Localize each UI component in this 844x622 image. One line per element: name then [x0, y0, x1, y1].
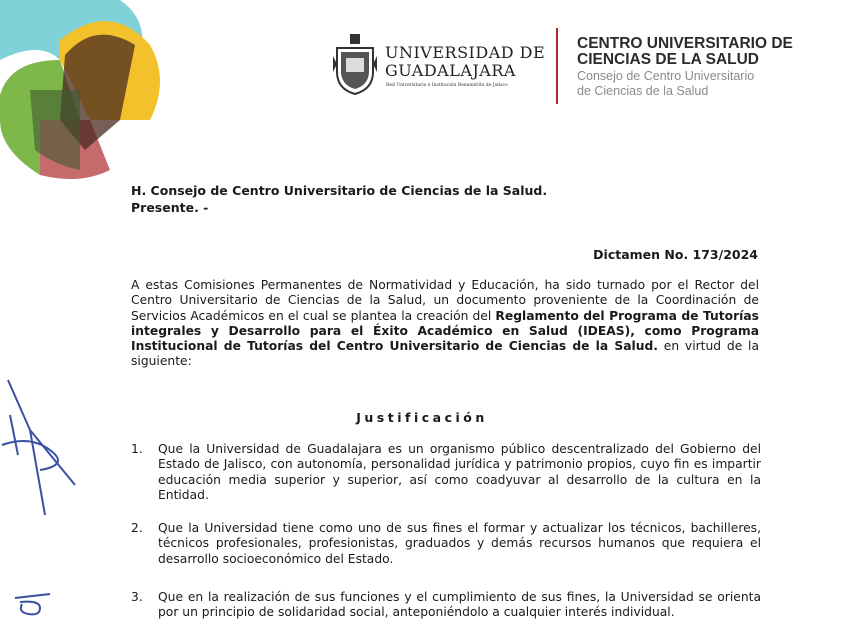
udg-crest-icon: [333, 34, 377, 96]
intro-bold-title: Reglamento del Programa de Tutorías integrales y Desarrollo para el Éxito Académico en Salud (IDEAS), como Programa Institucional de Tutorías del Centro Universitario de Ciencias de la Salud.: [131, 308, 759, 354]
list-item-number: 1.: [131, 442, 143, 456]
list-item: [131, 442, 761, 503]
council-line2: de Ciencias de la Salud: [577, 84, 709, 98]
center-name-line2: CIENCIAS DE LA SALUD: [577, 51, 759, 68]
council-line1: Consejo de Centro Universitario: [577, 69, 755, 83]
university-tagline: Red Universitaria e Institución Benemérita de Jalisco: [386, 83, 508, 88]
list-item-text: Que la Universidad tiene como uno de sus fines el formar y actualizar los técnicos, bachilleres, técnicos profesionales, profesionistas, graduados y demás recursos humanos que requiera el desarrollo socioeconómico del Estado.: [158, 521, 761, 566]
list-item: [131, 590, 761, 621]
intro-paragraph: [131, 278, 759, 370]
university-name-line2: GUADALAJARA: [385, 61, 516, 80]
section-title: Justificación: [356, 410, 488, 425]
intro-text-end: en virtud de la siguiente:: [131, 339, 760, 369]
addressee: [131, 182, 547, 216]
header-divider: [556, 28, 558, 104]
university-name-line1: UNIVERSIDAD DE: [385, 43, 546, 62]
list-item-text: Que la Universidad de Guadalajara es un organismo público descentralizado del Gobierno del Estado de Jalisco, con autonomía, personalidad jurídica y patrimonio propios, cuyo fin es impartir educación media superior y superior, así como coadyuvar al desarrollo de la cultura en la Entidad.: [158, 442, 761, 502]
margin-signature: [0, 375, 90, 525]
list-item: [131, 521, 761, 567]
list-item-number: 2.: [131, 521, 143, 535]
center-name: [577, 36, 793, 68]
university-name: [385, 44, 545, 80]
list-item-text: Que en la realización de sus funciones y el cumplimiento de sus fines, la Universidad se orienta por un principio de solidaridad social, anteponiéndolo a cualquier interés individual.: [158, 590, 761, 620]
addressee-line2: Presente. -: [131, 200, 209, 215]
list-item-number: 3.: [131, 590, 143, 604]
cucs-decorative-logo: [0, 0, 170, 190]
margin-initials: [10, 590, 60, 618]
dictamen-number: Dictamen No. 173/2024: [593, 247, 758, 262]
center-name-line1: CENTRO UNIVERSITARIO DE: [577, 35, 793, 52]
addressee-line1: H. Consejo de Centro Universitario de Ciencias de la Salud.: [131, 183, 548, 198]
intro-text-start: A estas Comisiones Permanentes de Normatividad y Educación, ha sido turnado por el Rector del Centro Universitario de Ciencias de la Salud, un documento proveniente de la Coordinación de Servicios Académicos en el cual se plantea la creación del: [131, 278, 759, 323]
council-name: [577, 69, 754, 99]
